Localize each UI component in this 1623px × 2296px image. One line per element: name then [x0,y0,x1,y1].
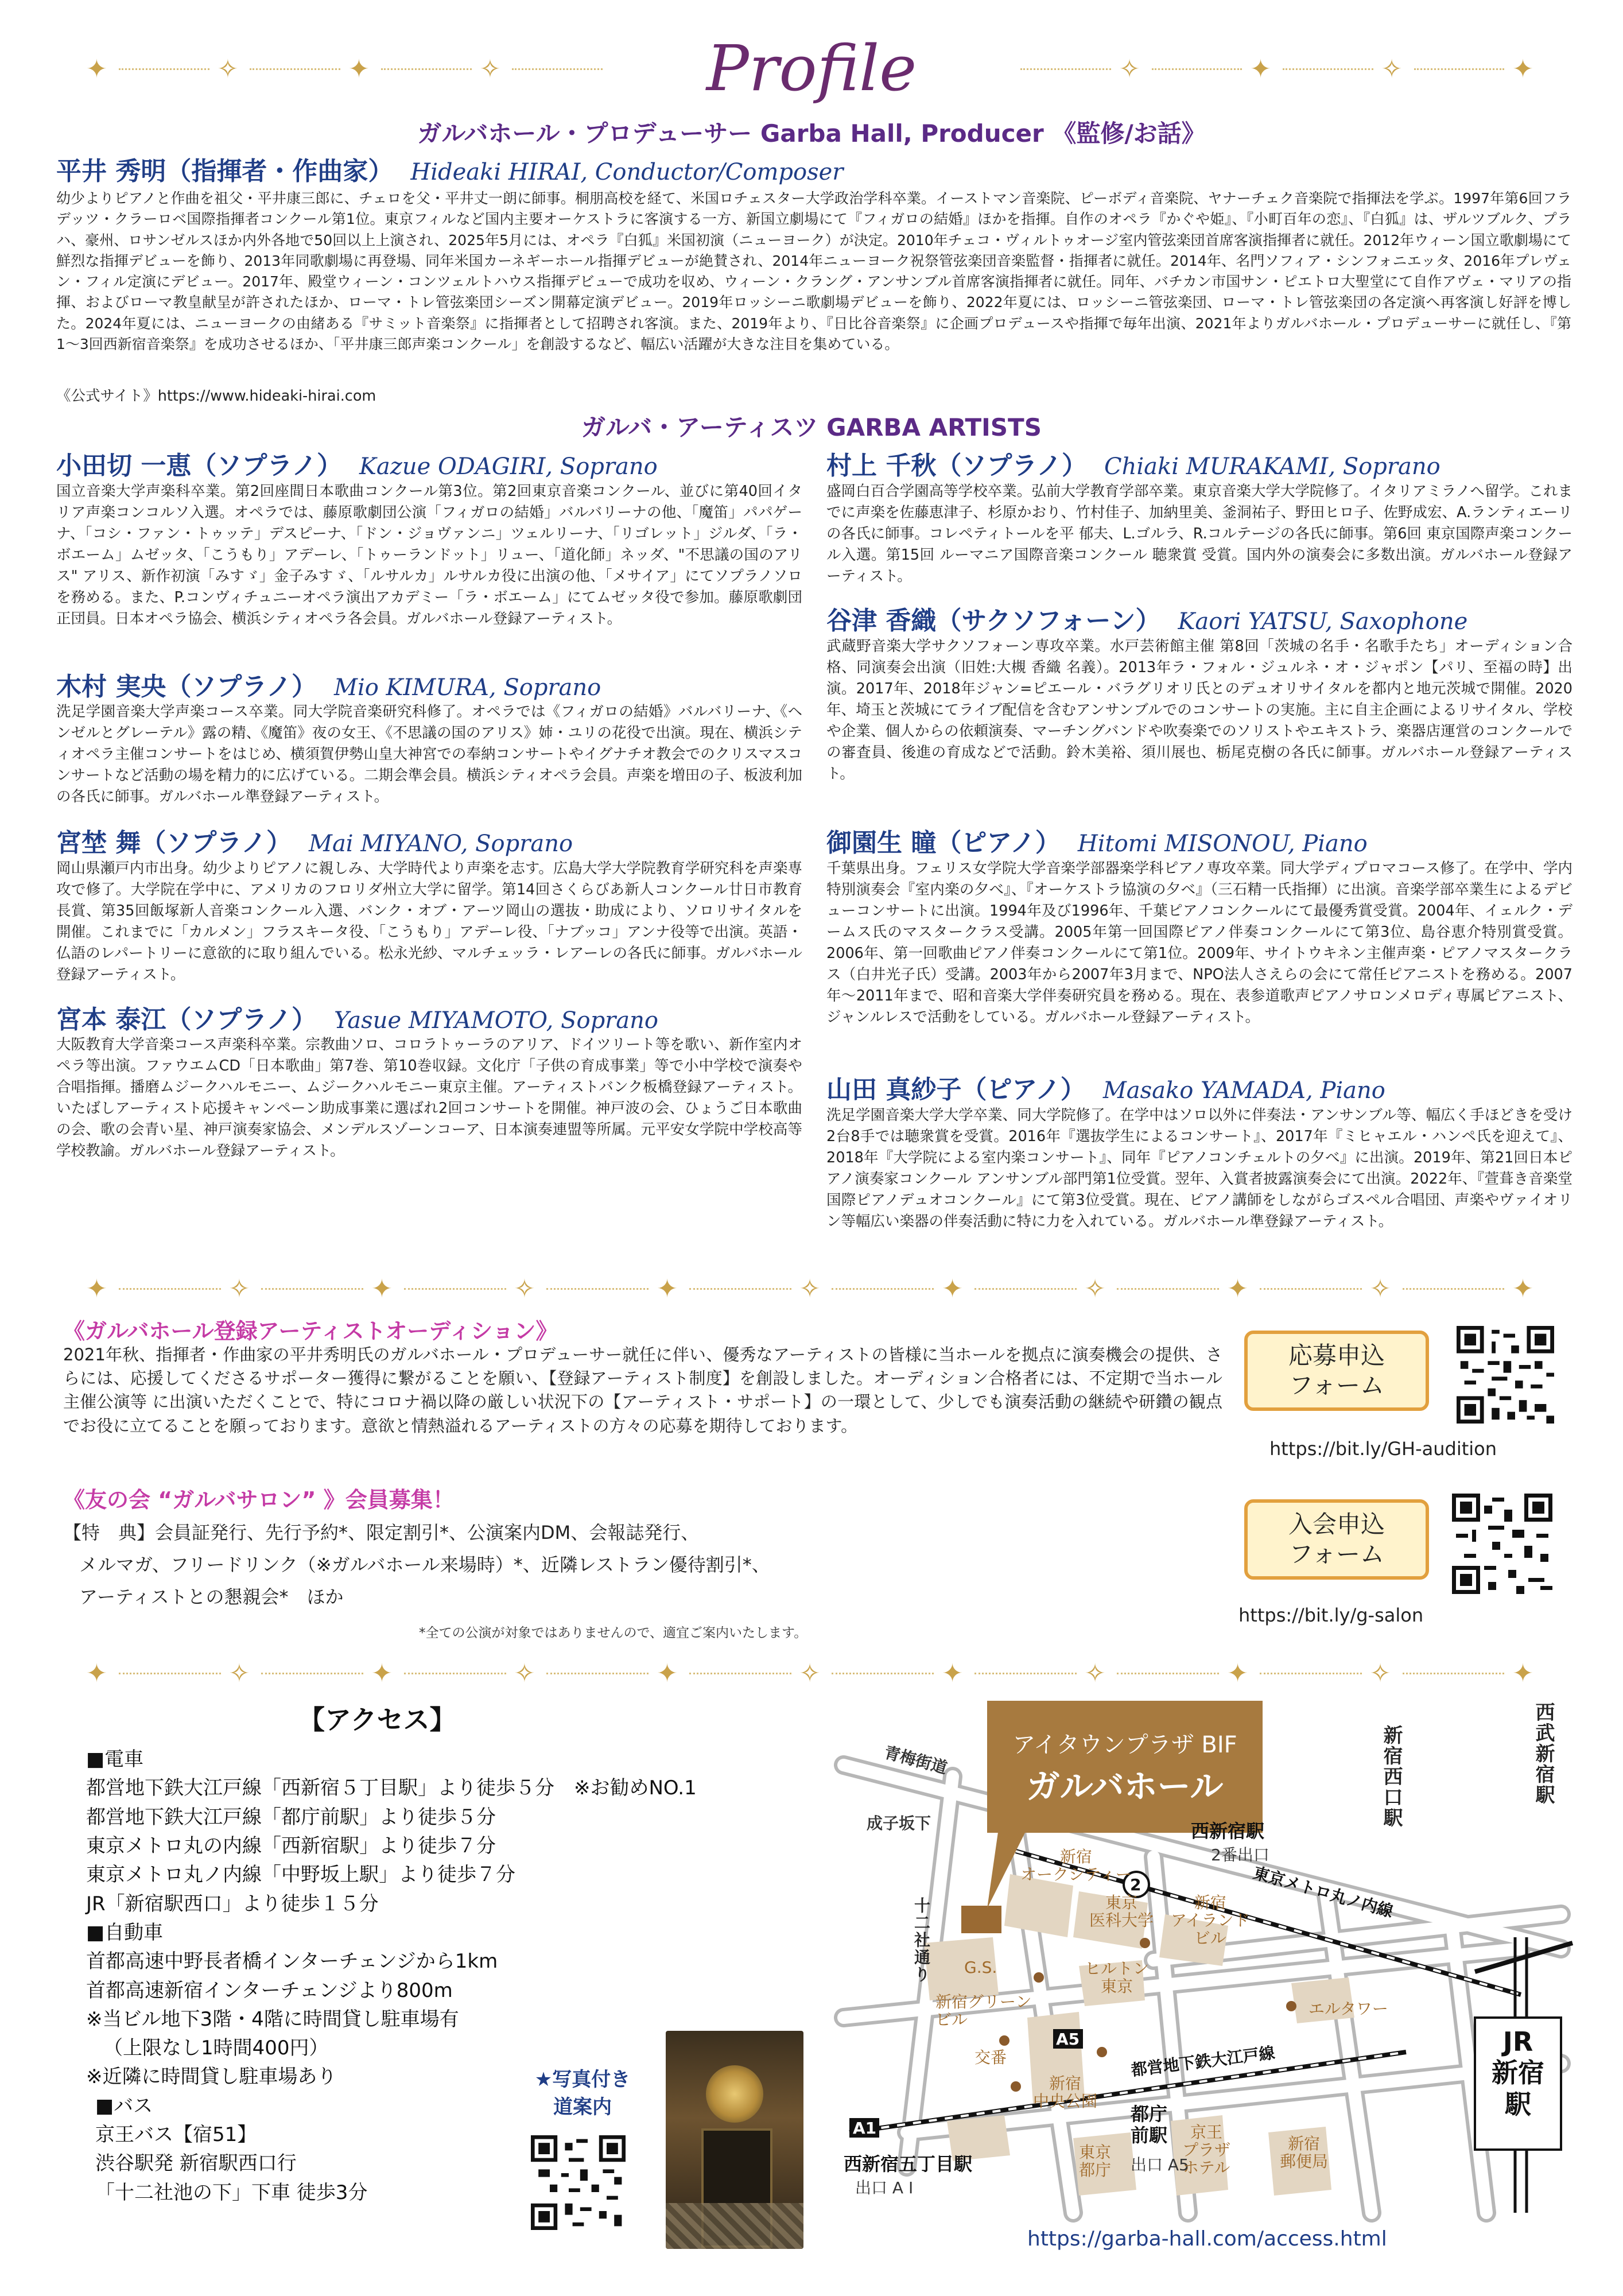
map-label-juniso: 十二社通り [912,1897,931,1983]
salon-line-2: メルマガ、フリードリンク（※ガルバホール来場時）*、近隣レストラン優待割引*、 [79,1554,770,1576]
map-label-nishishinjuku-station: 西新宿駅 [1191,1820,1265,1842]
map-label-marunouchi: 東京メトロ丸ノ内線 [1251,1863,1396,1922]
map-marker-2: 2 [1130,1875,1141,1894]
map-label-oakcity: 新宿 オークシティー [1020,1847,1132,1884]
salon-form-button[interactable]: 入会申込 フォーム [1244,1499,1429,1580]
map-label-oedo: 都営地下鉄大江戸線 [1130,2043,1276,2080]
audition-heading: 《ガルバホール登録アーティストオーディション》 [63,1318,558,1344]
artist-name: 木村 実央（ソプラノ） Mio KIMURA, Soprano [56,672,601,701]
map-label-ome: 青梅街道 [882,1743,949,1778]
ornament-divider-top: ✦ ✧ ✦ ✧ ✧ ✦ ✧ ✦ [86,54,1537,84]
artist-bio: 千葉県出身。フェリス女学院大学音楽学部器楽学科ピアノ専攻卒業。同大学ディプロマコース修了。在学中、学内特別演奏会『室内楽の夕べ』、『オーケストラ協演の夕べ』（三石精一氏指揮）に出演。音楽学部卒業生によるデビューコンサートに出演。1994年及び1996年、千葉ピアノコンクールにて最優秀賞受賞。2004年、イェルク・デームス氏のマスタークラス受講。2005年第一回国際ピアノ伴奏コンクールにて第3位、島谷恵介特別賞受賞。2006年、第一回歌曲ピアノ伴奏コンクールにて第1位。2009年、サイトウキネン主催声楽・ピアノマスタークラス（白井光子氏）受講。2003年から2007年3月まで、NPO法人さえらの会にて常任ピアニストを務める。2007年〜2011年まで、昭和音楽大学伴奏研究員を務める。現在、表参道歌声ピアノサロンメロディ専属ピアニスト、ジャンルレスで活動をしている。ガルバホール登録アーティスト。 [826,860,1572,1026]
map-label-elta: エルタワー [1309,1999,1388,2018]
salon-heading: 《友の会 “ガルバサロン” 》会員募集！ [63,1487,455,1512]
artist-bio: 国立音楽大学声楽科卒業。第2回座間日本歌曲コンクール第3位。第2回東京音楽コンクール、並びに第40回イタリア声楽コンコルソ入選。オペラでは、藤原歌劇団公演「フィガロの結婚」バルバリーナの他、「魔笛」パパゲーナ、「コシ・ファン・トゥッテ」デスピーナ、「ドン・ジョヴァンニ」ツェルリーナ、「リゴレット」ジルダ、「ラ・ボエーム」ムゼッタ、「こうもり」アデーレ、「トゥーランドット」リュー、「道化師」ネッダ、"不思議の国のアリス" アリス、新作初演「みすゞ」金子みすゞ、「ルサルカ」ルサルカ役に出演の他、「メサイア」にてソプラノソロを務める。また、P.コンヴィチュニーオペラ演出アカデミー「ラ・ボエーム」にてムゼッタ役で参加。藤原歌劇団正団員。日本オペラ協会、横浜シティオペラ各会員。ガルバホール登録アーティスト。 [56,483,802,627]
map-label-hilton: ヒルトン 東京 [1085,1959,1150,1996]
map-label-koban: 交番 [974,2048,1007,2067]
map-label-exit2: 2番出口 [1211,1845,1269,1864]
artist-name: 村上 千秋（ソプラノ） Chiaki MURAKAMI, Soprano [826,451,1440,480]
entrance-photo [666,2031,803,2249]
artist-name: 御園生 瞳（ピアノ） Hitomi MISONOU, Piano [826,828,1368,858]
salon-qr-code[interactable] [1452,1494,1552,1594]
salon-note: *全ての公演が対象ではありませんので、適宜ご案内いたします。 [419,1626,807,1640]
map-label-exit-a1: 出口 A I [855,2178,914,2197]
artist-name: 宮本 泰江（ソプラノ） Yasue MIYAMOTO, Soprano [56,1005,658,1034]
artists-heading: ガルバ・アーティスツ GARBA ARTISTS [581,413,1042,441]
map-label-a5: A5 [1056,2030,1080,2049]
salon-url[interactable]: https://bit.ly/g-salon [1238,1604,1424,1626]
access-directions: ■電車 都営地下鉄大江戸線「西新宿５丁目駅」より徒歩５分 ※お勧めNO.1 都営地下鉄大江戸線「都庁前駅」より徒歩５分 東京メトロ丸の内線「西新宿駅」より徒歩７分 東京メトロ丸ノ内線「中野坂上駅」より徒歩７分 JR「新宿駅西口」より徒歩１５分 ■自動車 首都高速中野長者橋インターチェンジから1km 首都高速新宿インターチェンジより800m ※当ビル地下3階・4階に時間貸し駐車場有 （上限なし1時間400円） ※近隣に時間貸し駐車場あり ■バス 京王バス【宿51】 渋谷駅発 新宿駅西口行 「十二社池の下」下車 徒歩3分 [86,1748,697,2204]
audition-text: 2021年秋、指揮者・作曲家の平井秀明氏のガルバホール・プロデューサー就任に伴い、優秀なアーティストの皆様に当ホールを拠点に演奏機会の提供、さらには、応援してくださるサポーター獲得に繋がることを願い、【登録アーティスト制度】を創設しました。オーディション合格者には、不定期で当ホール主催公演等 に出演いただくことで、特にコロナ禍以降の厳しい状況下の【アーティスト・サポート】の一環として、少しでも演奏活動の継続や研鑽の観点でお役に立てることを願っております。意欲と情熱溢れるアーティストの方々の応募を期待しております。 [63,1345,1222,1436]
map-label-narukozaka: 成子坂下 [867,1814,931,1833]
producer-name-en: Hideaki HIRAI, Conductor/Composer [410,159,844,185]
artist-bio: 岡山県瀬戸内市出身。幼少よりピアノに親しみ、大学時代より声楽を志す。広島大学大学院教育学研究科を声楽専攻で修了。大学院在学中に、アメリカのフロリダ州立大学に留学。第14回さくらびあ新人コンクール廿日市教育長賞、第35回飯塚新人音楽コンクール入選、バンク・オブ・アーツ岡山の選抜・助成により、ソロリサイタルを開催。これまでに「カルメン」フラスキータ役、「こうもり」アデーレ役、「ナブッコ」アンナ役等で出演。英語・仏語のレパートリーに意欲的に取り組んでいる。松永光紗、マルチェッラ・レアーレの各氏に師事。ガルバホール登録アーティスト。 [56,860,803,983]
ornament-divider-middle: ✦ ✧ ✦ ✧ ✦ ✧ ✦ ✧ ✦ ✧ ✦ [86,1274,1537,1304]
map-label-gs: G.S. [964,1958,997,1977]
producer-site: 《公式サイト》https://www.hideaki-hirai.com [56,387,376,405]
artist-bio: 大阪教育大学音楽コース声楽科卒業。宗教曲ソロ、コロラトゥーラのアリア、ドイツリート等を歌い、新作室内オペラ等出演。ファウエムCD「日本歌曲」第7巻、第10巻収録。文化庁「子供の育成事業」等で小中学校で演奏や合唱指揮。播磨ムジークハルモニー、ムジークハルモニー東京主催。アーティストバンク板橋登録アーティスト。いたばしアーティスト応援キャンペーン助成事業に選ばれ2回コンサートを開催。神戸波の会、ひょうご日本歌曲の会、歌の会青い星、神戸演奏家協会、メンデルスゾーンコーア、日本演奏連盟等所属。元平安女学院中学校高等学校教諭。ガルバホール登録アーティスト。 [56,1036,802,1159]
map-label-tochomae: 都庁 前駅 [1131,2103,1168,2146]
map-label-keio: 京王 プラザ ホテル [1182,2123,1231,2177]
ornament-divider-bottom: ✦ ✧ ✦ ✧ ✦ ✧ ✦ ✧ ✦ ✧ ✦ [86,1658,1537,1688]
map-label-medical: 東京 医科大学 [1089,1893,1154,1930]
map-label-nishiguchi: 新宿西口駅 [1380,1725,1403,1828]
artist-bio: 洗足学園音楽大学大学卒業、同大学院修了。在学中はソロ以外に伴奏法・アンサンブル等、幅広く手ほどきを受け2台8手では聴衆賞を受賞。2016年『選抜学生によるコンサート』、2017年『ミヒャエル・ハンペ氏を迎えて』、2018年『大学院による室内楽コンサート』、同年『ピアノコンチェルトの夕べ』に出演。2019年、第21回日本ピアノ演奏家コンクール アンサンブル部門第1位受賞。翌年、入賞者披露演奏会にて出演。2022年、『萱葺き音楽堂国際ピアノデュオコンクール』にて第3位受賞。現在、ピアノ講師をしながらゴスペル合唱団、声楽やヴァイオリン等幅広い楽器の伴奏活動に特に力を入れている。ガルバホール準登録アーティスト。 [826,1107,1572,1230]
artist-bio: 武蔵野音楽大学サクソフォーン専攻卒業。水戸芸術館主催 第8回「茨城の名手・名歌手たち」オーディション合格、同演奏会出演（旧姓:大槻 香織 名義）。2013年ラ・フォル・ジュルネ・オ・ジャポン【パリ、至福の時】出演。2017年、2018年ジャン=ピエール・バラグリオリ氏とのデュオリサイタルを都内と地元茨城で開催。2020年、埼玉と茨城にてライブ配信を含むアンサンブルでのコンサートの実施。主に自主企画によるリサイタル、学校や企業、個人からの依頼演奏、マーチングバンドや吹奏楽でのソリストやエキストラ、楽器店運営のコンクールでの審査員、後進の育成などで活動。鈴木美裕、須川展也、栃尾克樹の各氏に師事。ガルバホール登録アーティスト。 [826,638,1572,782]
map-label-island: 新宿 アイランド ビル [1171,1893,1250,1948]
producer-bio: 幼少よりピアノと作曲を祖父・平井康三郎に、チェロを父・平井丈一朗に師事。桐朋高校を経て、米国ロチェスター大学政治学科卒業。イーストマン音楽院、ピーボディ音楽院、ヤナーチェク音楽院で指揮法を学ぶ。1997年第6回フラデッツ・クラーロベ国際指揮者コンクール第1位。東京フィルなど国内主要オーケストラに客演する一方、新国立劇場にて『フィガロの結婚』ほかを指揮。自作のオペラ『かぐや姫』、『小町百年の恋』、『白狐』は、ザルツブルク、プラハ、豪州、ロサンゼルスほか内外各地で50回以上上演され、2025年5月には、オペラ『白狐』米国初演（ニューヨーク）が決定。2010年チェコ・ヴィルトゥオージ室内管弦楽団首席客演指揮者に就任。2012年ウィーン国立歌劇場にて鮮烈な指揮デビューを飾り、2013年同歌劇場に再登場、同年米国カーネギーホール指揮デビューが絶賛され、2014年ニューヨーク祝祭管弦楽団音楽監督・指揮者に就任。2014年、名門ソフィア・シンフォニエッタ、2016年プレヴェン・フィル定演にデビュー。2017年、殿堂ウィーン・コンツェルトハウス指揮デビューで成功を収め、ウィーン・クラング・アンサンブル首席客演指揮者に就任。同年、バチカン市国サン・ピエトロ大聖堂にて自作アヴェ・マリアの指揮、およびローマ教皇献呈が許されたほか、ローマ・トレ管弦楽団シーズン開幕定演デビュー。2019年ロッシーニ歌劇場デビューを飾り、2022年夏には、ロッシーニ管弦楽団、ローマ・トレ管弦楽団の各定演へ再客演し好評を博した。2024年夏には、ニューヨークの由緒ある『サミット音楽祭』に指揮者として招聘され客演。また、2019年より、『日比谷音楽祭』に企画プロデュースや指揮で毎年出演、2021年よりガルバホール・プロデューサーに就任し、『第1〜3回西新宿音楽祭』を成功させるほか、「平井康三郎声楽コンクール」を創設するなど、幅広い活躍が大きな注目を集めている。 [56,190,1571,352]
access-url[interactable]: https://garba-hall.com/access.html [1027,2227,1387,2251]
map-garba-banner: アイタウンプラザ BIF ガルバホール [987,1701,1263,1833]
producer-heading: ガルバホール・プロデューサー Garba Hall, Producer 《監修/お話》 [417,119,1206,148]
artist-bio: 洗足学園音楽大学声楽コース卒業。同大学院音楽研究科修了。オペラでは《フィガロの結婚》バルバリーナ、《ヘンゼルとグレーテル》露の精、《魔笛》夜の女王、《不思議の国のアリス》姉・ユリの花役で出演。現在、横浜シティオペラ主催コンサートをはじめ、横須賀伊勢山皇大神宮での奉納コンサートやイグナチオ教会でのクリスマスコンサートなど活動の場を精力的に広げている。二期会準会員。横浜シティオペラ会員。声楽を増田の子、板波利加の各氏に師事。ガルバホール準登録アーティスト。 [56,703,802,805]
audition-form-button[interactable]: 応募申込 フォーム [1244,1331,1429,1411]
artist-name: 山田 真紗子（ピアノ） Masako YAMADA, Piano [826,1075,1385,1104]
salon-line-3: アーティストとの懇親会* ほか [79,1586,344,1608]
artist-bio: 盛岡白百合学園高等学校卒業。弘前大学教育学部卒業。東京音楽大学大学院修了。イタリアミラノへ留学。これまでに声楽を佐藤恵津子、杉原かおり、竹村佳子、加納里美、釜洞祐子、野田ヒロ子、佐野成宏、A.ランティエーリの各氏に師事。コレペティトールを平 郁夫、L.ゴルラ、R.コルテージの各氏に師事。第6回 東京国際声楽コンクール入選。第15回 ルーマニア国際音楽コンクール 聴衆賞 受賞。国内外の演奏会に多数出演。ガルバホール登録アーティスト。 [826,483,1572,585]
access-map [832,1696,1578,2224]
map-label-park: 新宿 中央公園 [1033,2074,1098,2111]
map-label-green: 新宿グリーン ビル [935,1992,1032,2029]
artist-name: 宮埜 舞（ソプラノ） Mai MIYANO, Soprano [56,828,573,858]
audition-url[interactable]: https://bit.ly/GH-audition [1269,1438,1497,1460]
artist-name: 小田切 一恵（ソプラノ） Kazue ODAGIRI, Soprano [56,451,658,480]
map-label-tocho: 東京 都庁 [1079,2143,1112,2179]
map-label-seibu: 西武新宿駅 [1532,1702,1555,1805]
photo-guide-qr-code[interactable] [531,2135,626,2230]
artist-name: 谷津 香織（サクソフォーン） Kaori YATSU, Saxophone [826,606,1468,635]
producer-name-ja: 平井 秀明（指揮者・作曲家） [56,157,394,186]
page-title: Profile [706,32,917,105]
map-label-post: 新宿 郵便局 [1280,2134,1329,2171]
audition-qr-code[interactable] [1457,1326,1554,1424]
salon-line-1: 【特 典】会員証発行、先行予約*、限定割引*、公演案内DM、会報誌発行、 [63,1522,700,1543]
producer-name [56,150,843,187]
map-label-jr: JR 新宿 駅 [1492,2026,1544,2120]
map-label-exit-a5: 出口 A5 [1131,2155,1189,2174]
photo-guide-label: ★写真付き 道案内 [534,2068,631,2119]
map-label-nishishinjuku5: 西新宿五丁目駅 [844,2153,973,2175]
access-heading: 【アクセス】 [298,1704,456,1735]
map-label-a1: A1 [853,2119,877,2138]
